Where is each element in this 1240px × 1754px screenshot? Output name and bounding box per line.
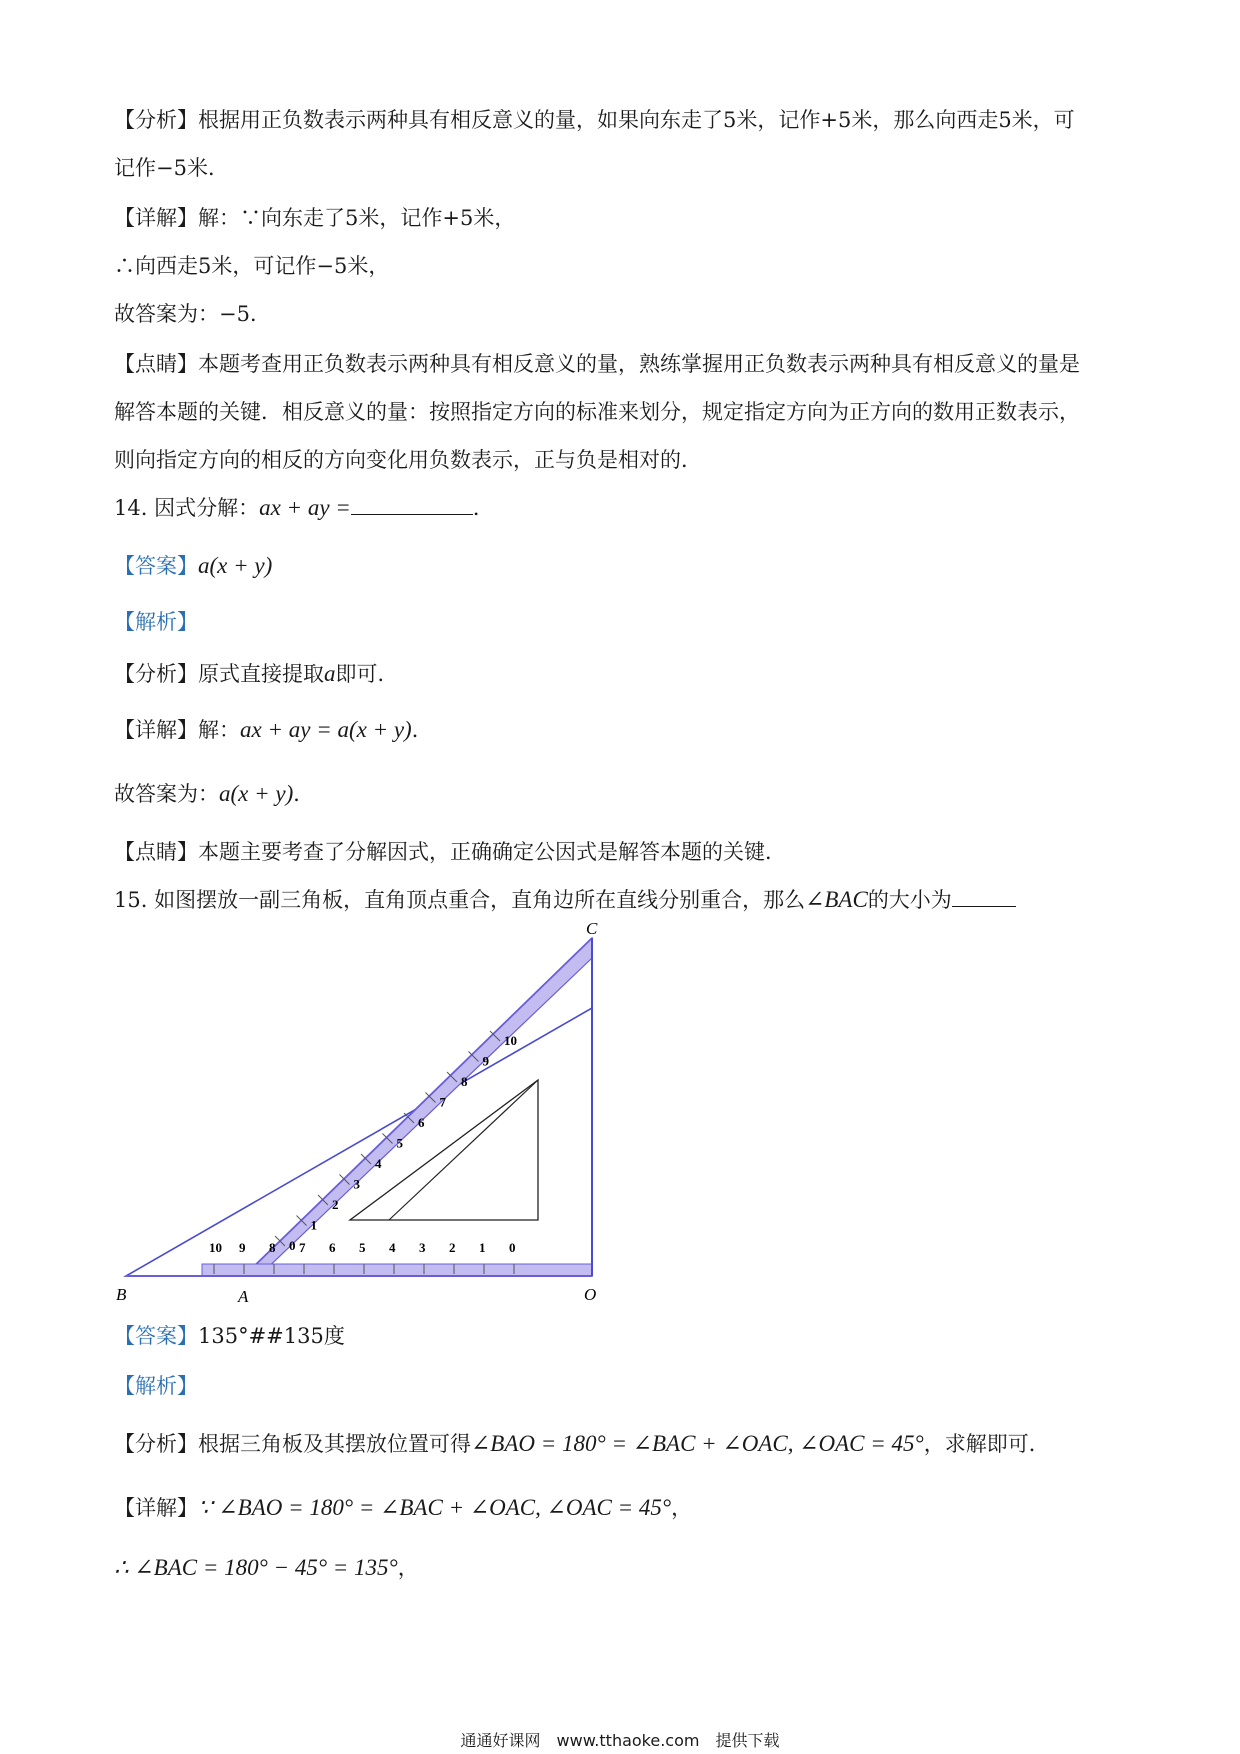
large-set-square xyxy=(126,1008,592,1276)
base-tick-label: 5 xyxy=(359,1240,366,1255)
q15-prompt-post: 的大小为 xyxy=(867,888,952,912)
base-ruler xyxy=(202,1264,592,1276)
diag-tick-label: 5 xyxy=(396,1135,403,1151)
analysis-tag: 【分析】 xyxy=(114,662,198,686)
q14-detail-expr: ax + ay = a(x + y) xyxy=(240,717,412,742)
q15-analysis-post: ，求解即可． xyxy=(923,1432,1050,1456)
q13-detail-line-1 xyxy=(114,204,515,232)
q14-final-pre: 故答案为： xyxy=(114,782,219,806)
diag-tick-label: 9 xyxy=(482,1053,489,1069)
base-tick-label: 8 xyxy=(269,1240,276,1255)
q15-detail-end: ， xyxy=(671,1496,693,1520)
diag-tick-label: 6 xyxy=(418,1115,425,1130)
q13-analysis-line-2: 记作−5米． xyxy=(114,156,229,180)
q15-analysis-pre: 根据三角板及其摆放位置可得 xyxy=(198,1432,471,1456)
base-tick-label: 1 xyxy=(479,1240,486,1255)
q15-conclusion-expr: ∴ ∠BAC = 180° − 45° = 135° xyxy=(114,1555,398,1580)
diag-tick-label: 0 xyxy=(289,1238,296,1253)
base-tick-label: 6 xyxy=(329,1240,336,1255)
q14-blank xyxy=(351,496,473,515)
q13-comment-text-1: 本题考查用正负数表示两种具有相反意义的量，熟练掌握用正负数表示两种具有相反意义的量是 xyxy=(198,352,1080,376)
diag-tick-label: 4 xyxy=(375,1156,382,1171)
point-O: O xyxy=(584,1285,597,1304)
base-tick-label: 0 xyxy=(509,1240,516,1255)
jiexi-tag: 【解析】 xyxy=(114,610,198,634)
q14-detail-line xyxy=(114,716,433,744)
q13-answer-line: 故答案为：−5． xyxy=(114,302,271,326)
q13-comment-line-1 xyxy=(114,350,1080,378)
q13-analysis-text-1: 根据用正负数表示两种具有相反意义的量，如果向东走了5米，记作+5米，那么向西走5米，可 xyxy=(198,108,1075,132)
diag-tick-label: 8 xyxy=(461,1074,468,1089)
figure-svg xyxy=(114,919,614,1310)
base-tick-label: 7 xyxy=(299,1240,306,1255)
q15-number: 15. xyxy=(114,888,148,912)
q15-detail-expr: ∵ ∠BAO = 180° = ∠BAC + ∠OAC, ∠OAC = 45° xyxy=(198,1495,672,1520)
q14-answer: a(x + y) xyxy=(198,553,273,578)
detail-tag: 【详解】 xyxy=(114,206,198,230)
detail-tag: 【详解】 xyxy=(114,718,198,742)
q14-question xyxy=(114,494,494,522)
q13-detail-line-2: ∴向西走5米，可记作−5米， xyxy=(114,254,390,278)
q14-analysis-post: 即可． xyxy=(335,662,399,686)
q14-number: 14. xyxy=(114,496,148,520)
point-C: C xyxy=(586,919,598,938)
diag-tick-label: 1 xyxy=(310,1217,317,1233)
q14-detail-end: ． xyxy=(411,718,433,742)
q15-analysis-expr: ∠BAO = 180° = ∠BAC + ∠OAC, ∠OAC = 45° xyxy=(471,1431,924,1456)
inner-diagonal xyxy=(389,1080,538,1220)
diag-tick-label: 10 xyxy=(504,1033,517,1048)
q14-final-expr: a(x + y) xyxy=(219,781,294,806)
diag-tick-label: 2 xyxy=(332,1197,339,1212)
q14-comment: 本题主要考查了分解因式，正确确定公因式是解答本题的关键． xyxy=(198,840,786,864)
base-tick-label: 3 xyxy=(419,1240,426,1255)
q14-analysis-pre: 原式直接提取 xyxy=(198,662,324,686)
answer-tag: 【答案】 xyxy=(114,1324,198,1348)
diag-tick-label: 7 xyxy=(439,1094,446,1110)
base-tick-label: 10 xyxy=(209,1240,222,1255)
base-tick-label: 4 xyxy=(389,1240,396,1255)
q14-comment-line xyxy=(114,838,786,866)
q13-detail-text-1: 解：∵向东走了5米，记作+5米， xyxy=(198,206,516,230)
q14-expr: ax + ay = xyxy=(259,495,351,520)
triangle-rulers-figure xyxy=(114,919,614,1310)
q15-blank xyxy=(952,888,1016,907)
analysis-tag: 【分析】 xyxy=(114,1432,198,1456)
q13-comment-line-2: 解答本题的关键．相反意义的量：按照指定方向的标准来划分，规定指定方向为正方向的数用正数表示， xyxy=(114,400,1080,424)
q15-question xyxy=(114,886,1016,914)
jiexi-tag: 【解析】 xyxy=(114,1374,198,1398)
q14-analysis-var: a xyxy=(324,661,336,686)
q14-final-end: ． xyxy=(293,782,315,806)
detail-tag: 【详解】 xyxy=(114,1496,198,1520)
q14-detail-pre: 解： xyxy=(198,718,240,742)
base-tick-label: 9 xyxy=(239,1240,246,1255)
q15-analysis-line xyxy=(114,1430,1050,1458)
point-A: A xyxy=(238,1287,249,1306)
q15-answer: 135°##135度 xyxy=(198,1324,345,1348)
q15-conclusion-end: ， xyxy=(397,1556,419,1580)
q14-jiexi-line xyxy=(114,608,198,636)
q15-detail-line xyxy=(114,1494,692,1522)
q15-prompt: 如图摆放一副三角板，直角顶点重合，直角边所在直线分别重合，那么 xyxy=(154,888,806,912)
page-footer: 通通好课网 www.tthaoke.com 提供下载 xyxy=(460,1731,780,1750)
diagonal-edge xyxy=(244,938,592,1276)
comment-tag: 【点睛】 xyxy=(114,352,198,376)
q15-angle: ∠BAC xyxy=(805,887,868,912)
q13-comment-line-3: 则向指定方向的相反的方向变化用负数表示，正与负是相对的． xyxy=(114,448,702,472)
q14-answer-line xyxy=(114,552,272,580)
point-B: B xyxy=(116,1285,127,1304)
q15-answer-line xyxy=(114,1322,345,1350)
q15-conclusion-line xyxy=(114,1554,419,1582)
q15-jiexi-line xyxy=(114,1372,198,1400)
q14-final-line xyxy=(114,780,314,808)
analysis-tag: 【分析】 xyxy=(114,108,198,132)
base-tick-label: 2 xyxy=(449,1240,456,1255)
comment-tag: 【点睛】 xyxy=(114,840,198,864)
q13-analysis-line-1 xyxy=(114,106,1075,134)
diag-tick-label: 3 xyxy=(353,1176,360,1192)
q14-analysis-line xyxy=(114,660,399,688)
q14-prompt: 因式分解： xyxy=(154,496,260,520)
q14-end: ． xyxy=(472,496,494,520)
answer-tag: 【答案】 xyxy=(114,554,198,578)
